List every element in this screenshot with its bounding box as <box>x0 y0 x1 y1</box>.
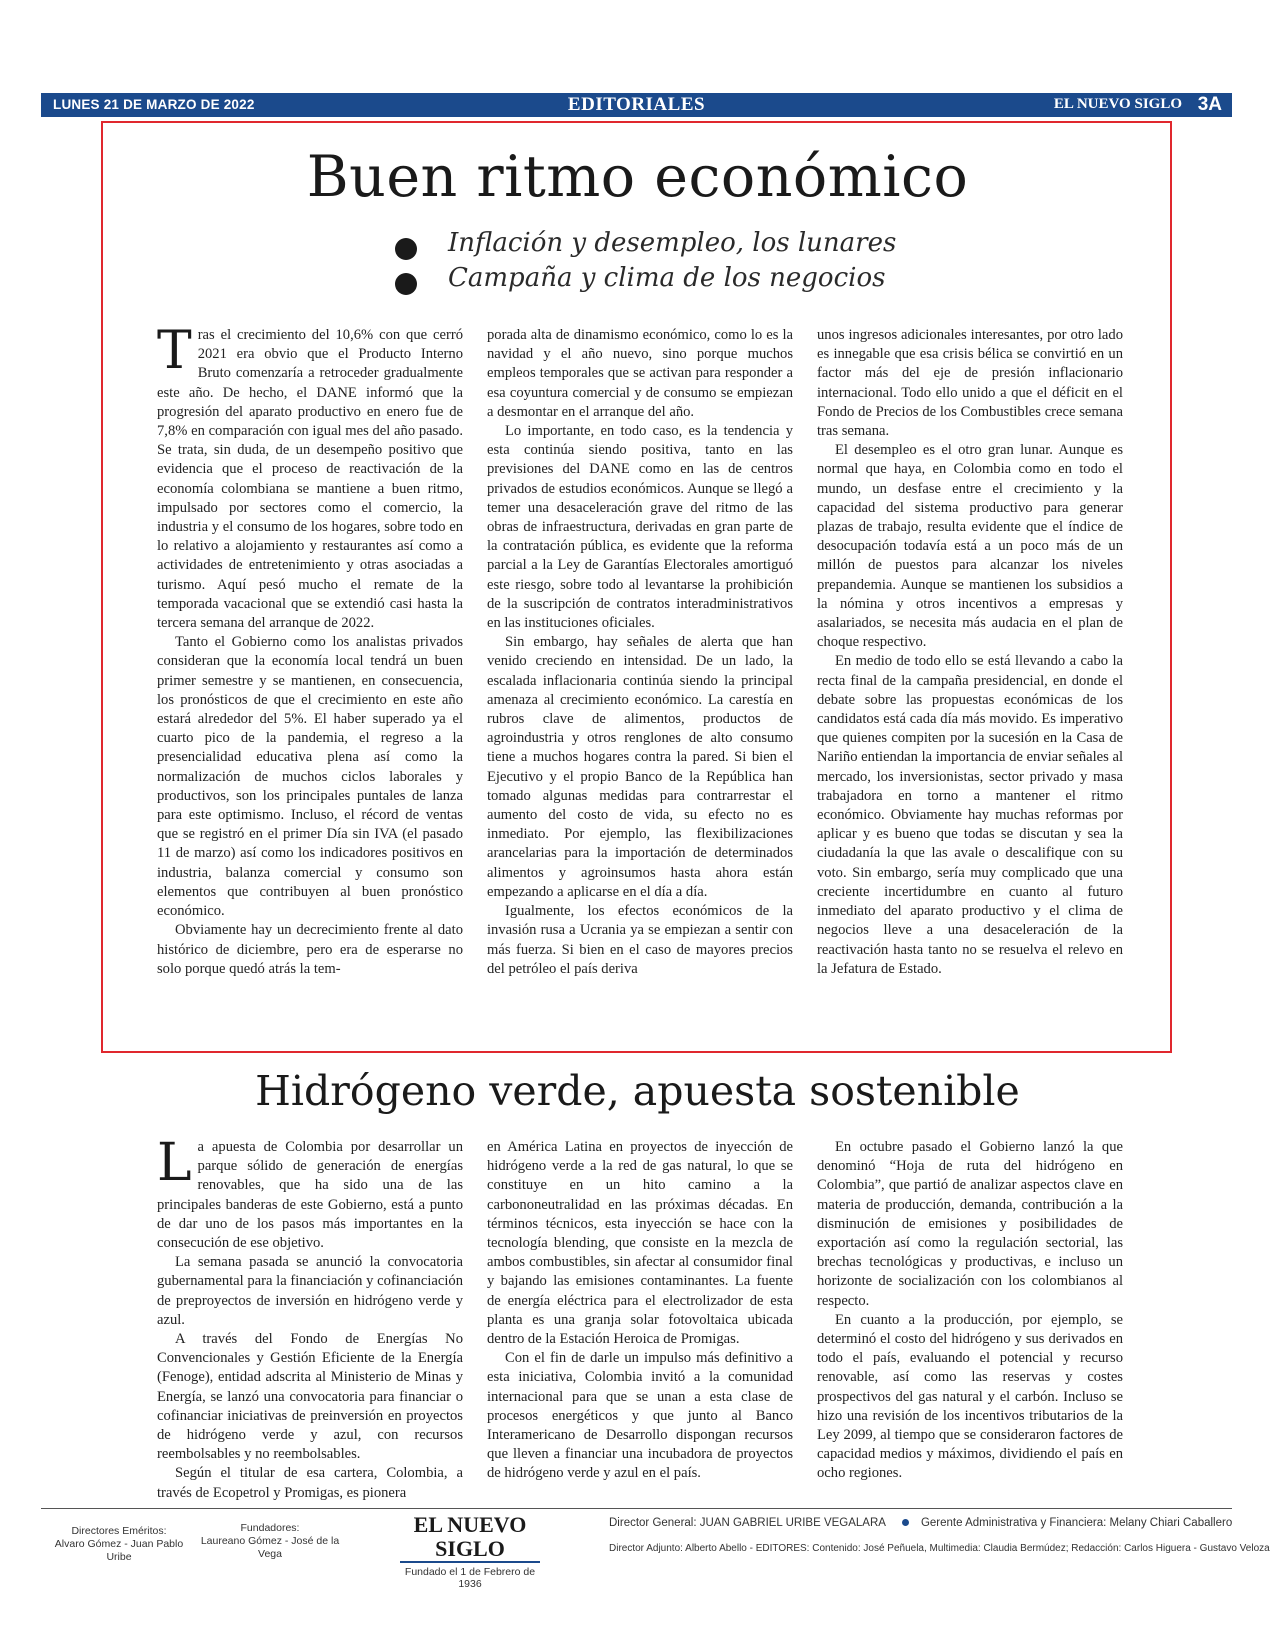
paragraph: porada alta de dinamismo económico, como lo es la navidad y el año nuevo, sino porque muchos empleos temporales que se activan para responder a esa coyuntura comercial y de consumo se empiezan a desmontar en el arranque del año. <box>487 327 793 420</box>
paragraph: Obviamente hay un decrecimiento frente al dato histórico de diciembre, pero era de esperarse no solo porque quedó atrás la tem- <box>157 922 463 977</box>
column <box>817 326 1123 979</box>
drop-cap: L <box>157 1133 192 1193</box>
column <box>487 1138 793 1503</box>
director-general: Director General: JUAN GABRIEL URIBE VEGALARA <box>609 1517 886 1529</box>
paragraph: Con el fin de darle un impulso más definitivo a esta iniciativa, Colombia invitó a la comunidad internacional para que se unan a esta clase de procesos energéticos y que junto al Banco Interamericano de Desarrollo dispongan recursos que lleven a financiar una incubadora de proyectos de hidrógeno verde y azul en el país. <box>487 1350 793 1482</box>
paragraph: Tanto el Gobierno como los analistas privados consideran que la economía local tendrá un buen primer semestre y se mantienen, en consecuencia, los pronósticos de que el crecimiento en este año estará alrededor del 5%. El haber superado ya el cuarto pico de la pandemia, el regreso a la presencialidad educativa plena así como la normalización de muchos ciclos laborales y productivos, son los principales puntales de lanza para este optimismo. Incluso, el récord de ventas que se registró en el primer Día sin IVA (el pasado 11 de marzo) así como los indicadores positivos en industria, balanza comercial y consumo son elementos que contribuyen al buen pronóstico económico. <box>157 634 463 920</box>
bullet-text: Campaña y clima de los negocios <box>448 263 886 293</box>
page-number: 3A <box>1197 94 1222 115</box>
paragraph: La apuesta de Colombia por desarrollar un parque sólido de generación de energías renovables, que ha sido una de las principales banderas de este Gobierno, está a punto de dar uno de los pasos más importantes en la consecución de ese objetivo. <box>157 1133 463 1252</box>
paragraph: El desempleo es el otro gran lunar. Aunque es normal que haya, en Colombia como en todo el mundo, un desfase entre el crecimiento y la capacidad del sistema productivo para generar plazas de trabajo, resulta evidente que el índice de desocupación todavía está a un poco más de un millón de puestos para alcanzar los niveles prepandemia. Aunque se mantienen los subsidios a la nómina y otros incentivos a empresas y asalariados, se necesita más audacia en el plan de choque respectivo. <box>817 442 1123 651</box>
column <box>157 1133 463 1503</box>
bullet-dot-icon <box>395 238 417 260</box>
paragraph: unos ingresos adicionales interesantes, por otro lado es innegable que esa crisis bélica se convirtió en un factor más del eje de presión inflacionario internacional. Todo ello unido a que el déficit en el Fondo de Precios de los Combustibles crece semana tras semana. <box>817 327 1123 440</box>
column <box>817 1138 1123 1503</box>
administrative-manager: Gerente Administrativa y Financiera: Melany Chiari Caballero <box>920 1517 1233 1529</box>
founded-date: Fundado el 1 de Febrero de 1936 <box>404 1566 536 1590</box>
founders <box>195 1522 345 1561</box>
editorial-1-title: Buen ritmo económico <box>306 144 969 210</box>
editorial-1-body <box>157 321 1125 979</box>
top-bar <box>41 93 1232 117</box>
footer-logo <box>400 1513 540 1590</box>
emeritus-directors <box>44 1525 194 1564</box>
paragraph: A través del Fondo de Energías No Convencionales y Gestión Eficiente de la Energía (Fenoge), entidad adscrita al Ministerio de Minas y Energía, se lanzó una convocatoria para financiar o cofinanciar iniciativas de preinversión en proyectos de hidrógeno verde y azul, con recursos reembolsables y no reembolsables. <box>157 1331 463 1463</box>
bullet-text: Inflación y desempleo, los lunares <box>448 228 897 258</box>
footer-divider <box>41 1508 1232 1509</box>
section-title: EDITORIALES <box>567 94 706 115</box>
paragraph: Igualmente, los efectos económicos de la invasión rusa a Ucrania ya se empiezan a sentir con más fuerza. Si bien en el caso de mayores precios del petróleo el país deriva <box>487 903 793 977</box>
paragraph: La semana pasada se anunció la convocatoria gubernamental para la financiación y cofinanciación de preproyectos de inversión en hidrógeno verde y azul. <box>157 1254 463 1328</box>
paragraph: En medio de todo ello se está llevando a cabo la recta final de la campaña presidencial, en donde el debate sobre las propuestas económicas de los candidatos está cada día más movido. Es imperativo que quienes compiten por la sucesión en la Casa de Nariño entiendan la importancia de enviar señales al mercado, los inversionistas, sector privado y masa trabajadora en torno a mantener el ritmo económico. Obviamente hay muchas reformas por aplicar y es bueno que todas se discutan y sea la ciudadanía la que las avale o descalifique con su voto. Sin embargo, sería muy complicado que una creciente incertidumbre en cuanto al futuro inmediato del aparato productivo y el clima de negocios lleve a una desaceleración de la reactivación hasta tanto no se resuelva el relevo en la Jefatura de Estado. <box>817 653 1123 977</box>
paragraph: Tras el crecimiento del 10,6% con que cerró 2021 era obvio que el Producto Interno Bruto comenzaría a retroceder gradualmente este año. De hecho, el DANE informó que la progresión del aparato productivo en enero fue de 7,8% en comparación con igual mes del año pasado. Se trata, sin duda, de un desempeño positivo que evidencia que el proceso de reactivación de la economía colombiana se mantiene a buen ritmo, impulsado por sectores como el comercio, la industria y el consumo de los hogares, sobre todo en lo relativo a alojamiento y restaurantes así como a actividades de entretenimiento y otras asociadas a turismo. Aquí pesó mucho el remate de la temporada vacacional que se extendió casi hasta la tercera semana del arranque de 2022. <box>157 321 463 632</box>
paragraph: Lo importante, en todo caso, es la tendencia y esta continúa siendo positiva, tanto en las previsiones del DANE como en las de centros privados de estudios económicos. Aunque se llegó a temer una desaceleración grave del ritmo de las obras de infraestructura, derivadas en gran parte de la contratación pública, es evidente que la reforma parcial a la Ley de Garantías Electorales amortiguó este riesgo, sobre todo al levantarse la prohibición de la suscripción de contratos interadministrativos en las instituciones oficiales. <box>487 423 793 632</box>
masthead-brand: EL NUEVO SIGLO <box>1053 96 1182 112</box>
footer-staff-line: Director Adjunto: Alberto Abello - EDITORES: Contenido: José Peñuela, Multimedia: Claudia Bermúdez; Redacción: Carlos Higuera - Gustavo Veloza <box>609 1543 1270 1554</box>
drop-cap: T <box>157 321 192 381</box>
bullet-dot-icon <box>395 273 417 295</box>
paragraph: En cuanto a la producción, por ejemplo, se determinó el costo del hidrógeno y sus derivados en todo el país, evaluando el potencial y recurso renovable, así como las reservas y costes prospectivos del gas natural y el carbón. Incluso se hizo una revisión de los incentivos tributarios de la Ley 2099, al tiempo que se consideraron factores de capacidad medios y máximos, dividiendo el país en ocho regiones. <box>817 1311 1123 1482</box>
paragraph: en América Latina en proyectos de inyección de hidrógeno verde a la red de gas natural, lo que se constituye en un hito camino a la carbononeutralidad en las próximas décadas. En términos técnicos, esta inyección se hace con la tecnología blending, que consiste en la mezcla de ambos combustibles, sin afectar al consumidor final y bajando las emisiones contaminantes. La fuente de energía eléctrica para el electrolizador de esta planta es una granja solar fotovoltaica ubicada dentro de la Estación Heroica de Promigas. <box>487 1139 793 1348</box>
editorial-2-title: Hidrógeno verde, apuesta sostenible <box>255 1067 1020 1115</box>
founders-label: Fundadores: <box>240 1522 300 1534</box>
issue-date: LUNES 21 DE MARZO DE 2022 <box>53 97 255 112</box>
founders-names: Laureano Gómez - José de la Vega <box>200 1535 340 1560</box>
footer-logo-text: EL NUEVO SIGLO <box>400 1513 540 1563</box>
column <box>487 326 793 979</box>
emeritus-label: Directores Eméritos: <box>71 1525 167 1537</box>
footer-directors-line <box>609 1517 1232 1529</box>
paragraph: Según el titular de esa cartera, Colombia, a través de Ecopetrol y Promigas, es pionera <box>157 1465 463 1501</box>
paragraph: Sin embargo, hay señales de alerta que han venido creciendo en intensidad. De un lado, la escalada inflacionaria continúa siendo la principal amenaza al crecimiento económico. La carestía en rubros clave de alimentos, productos de agroindustria y otros renglones de alto consumo tiene a muchos hogares contra la pared. Si bien el Ejecutivo y el propio Banco de la República han tomado algunas medidas para contrarrestar el aumento del costo de vida, su efecto no es inmediato. Por ejemplo, las flexibilizaciones arancelarias para la importación de determinados alimentos y agroinsumos hasta ahora están empezando a aplicarse en el día a día. <box>487 634 793 900</box>
separator-dot-icon <box>902 1519 909 1526</box>
editorial-2-body <box>157 1133 1125 1503</box>
column <box>157 321 463 979</box>
paragraph: En octubre pasado el Gobierno lanzó la que denominó “Hoja de ruta del hidrógeno en Colombia”, que partió de analizar aspectos clave en materia de producción, demanda, contribución a la disminución de emisiones y posibilidades de exportación así como la regulación sectorial, las brechas tecnológicas y productivas, e incluso un horizonte de socialización con los colombianos al respecto. <box>817 1139 1123 1309</box>
emeritus-names: Alvaro Gómez - Juan Pablo Uribe <box>54 1538 184 1563</box>
